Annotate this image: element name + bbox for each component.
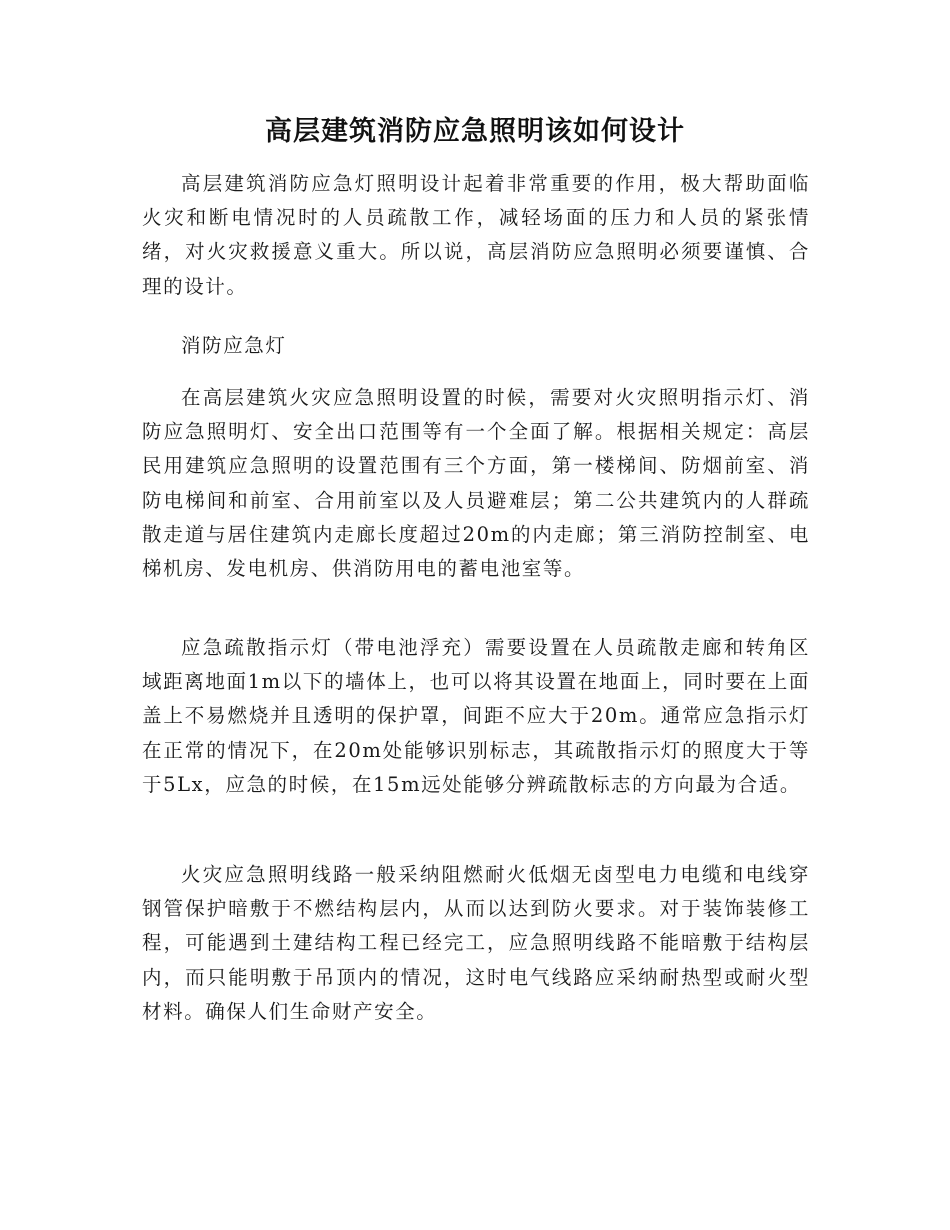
- paragraph-intro: 高层建筑消防应急灯照明设计起着非常重要的作用，极大帮助面临火灾和断电情况时的人员疏散工作，减轻场面的压力和人员的紧张情绪，对火灾救援意义重大。所以说，高层消防应急照明必须要谨慎、合理的设计。: [142, 172, 810, 298]
- document-title: 高层建筑消防应急照明该如何设计: [265, 116, 685, 147]
- paragraph-wiring: 火灾应急照明线路一般采纳阻燃耐火低烟无卤型电力电缆和电线穿钢管保护暗敷于不燃结构层内，从而以达到防火要求。对于装饰装修工程，可能遇到土建结构工程已经完工，应急照明线路不能暗敷于结构层内，而只能明敷于吊顶内的情况，这时电气线路应采纳耐热型或耐火型材料。确保人们生命财产安全。: [142, 863, 810, 1023]
- paragraph-evacuation-indicator: 应急疏散指示灯（带电池浮充）需要设置在人员疏散走廊和转角区域距离地面1m以下的墙体上，也可以将其设置在地面上，同时要在上面盖上不易燃烧并且透明的保护罩，间距不应大于20m。通常应急指示灯在正常的情况下，在20m处能够识别标志，其疏散指示灯的照度大于等于5Lx，应急的时候，在15m远处能够分辨疏散标志的方向最为合适。: [142, 636, 810, 796]
- section-heading-emergency-light: 消防应急灯: [181, 334, 287, 357]
- paragraph-setting-scope: 在高层建筑火灾应急照明设置的时候，需要对火灾照明指示灯、消防应急照明灯、安全出口范围等有一个全面了解。根据相关规定：高层民用建筑应急照明的设置范围有三个方面，第一楼梯间、防烟前室、消防电梯间和前室、合用前室以及人员避难层；第二公共建筑内的人群疏散走道与居住建筑内走廊长度超过20m的内走廊；第三消防控制室、电梯机房、发电机房、供消防用电的蓄电池室等。: [142, 386, 810, 581]
